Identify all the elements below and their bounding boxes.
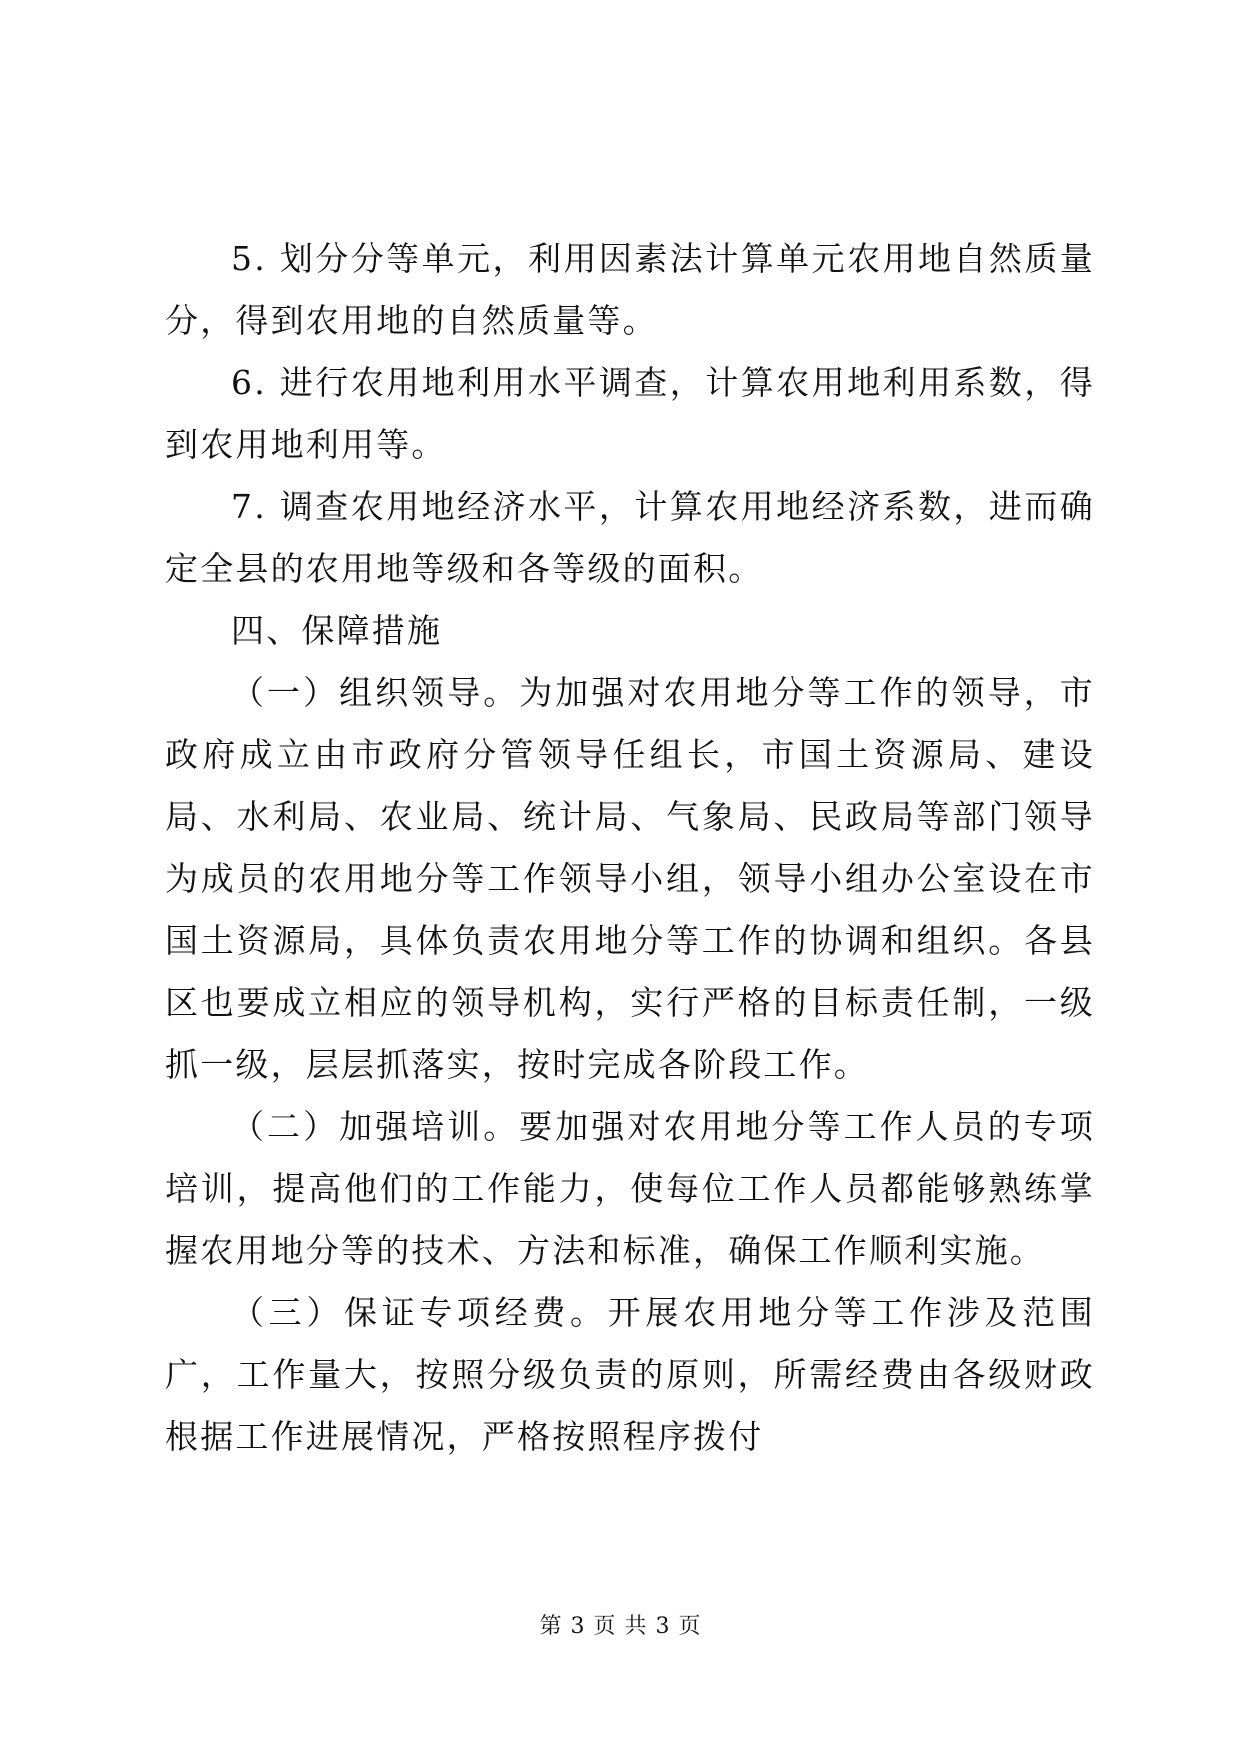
document-body bbox=[165, 228, 1095, 1468]
page-number-footer: 第 3 页 共 3 页 bbox=[539, 1614, 702, 1639]
paragraph-organization-leadership: （一）组织领导。为加强对农用地分等工作的领导，市政府成立由市政府分管领导任组长，市国土资源局、建设局、水利局、农业局、统计局、气象局、民政局等部门领导为成员的农用地分等工作领导小组，领导小组办公室设在市国土资源局，具体负责农用地分等工作的协调和组织。各县区也要成立相应的领导机构，实行严格的目标责任制，一级抓一级，层层抓落实，按时完成各阶段工作。 bbox=[165, 673, 1095, 1084]
paragraph-training: （二）加强培训。要加强对农用地分等工作人员的专项培训，提高他们的工作能力，使每位工作人员都能够熟练掌握农用地分等的技术、方法和标准，确保工作顺利实施。 bbox=[165, 1107, 1095, 1270]
section-heading-safeguards: 四、保障措施 bbox=[231, 611, 443, 650]
paragraph-step-6: 6. 进行农用地利用水平调查，计算农用地利用系数，得到农用地利用等。 bbox=[165, 363, 1095, 464]
paragraph-funding: （三）保证专项经费。开展农用地分等工作涉及范围广，工作量大，按照分级负责的原则，所需经费由各级财政根据工作进展情况，严格按照程序拨付 bbox=[165, 1293, 1095, 1456]
paragraph-step-5: 5. 划分分等单元，利用因素法计算单元农用地自然质量分，得到农用地的自然质量等。 bbox=[165, 239, 1095, 340]
paragraph-step-7: 7. 调查农用地经济水平，计算农用地经济系数，进而确定全县的农用地等级和各等级的面积。 bbox=[165, 487, 1095, 588]
